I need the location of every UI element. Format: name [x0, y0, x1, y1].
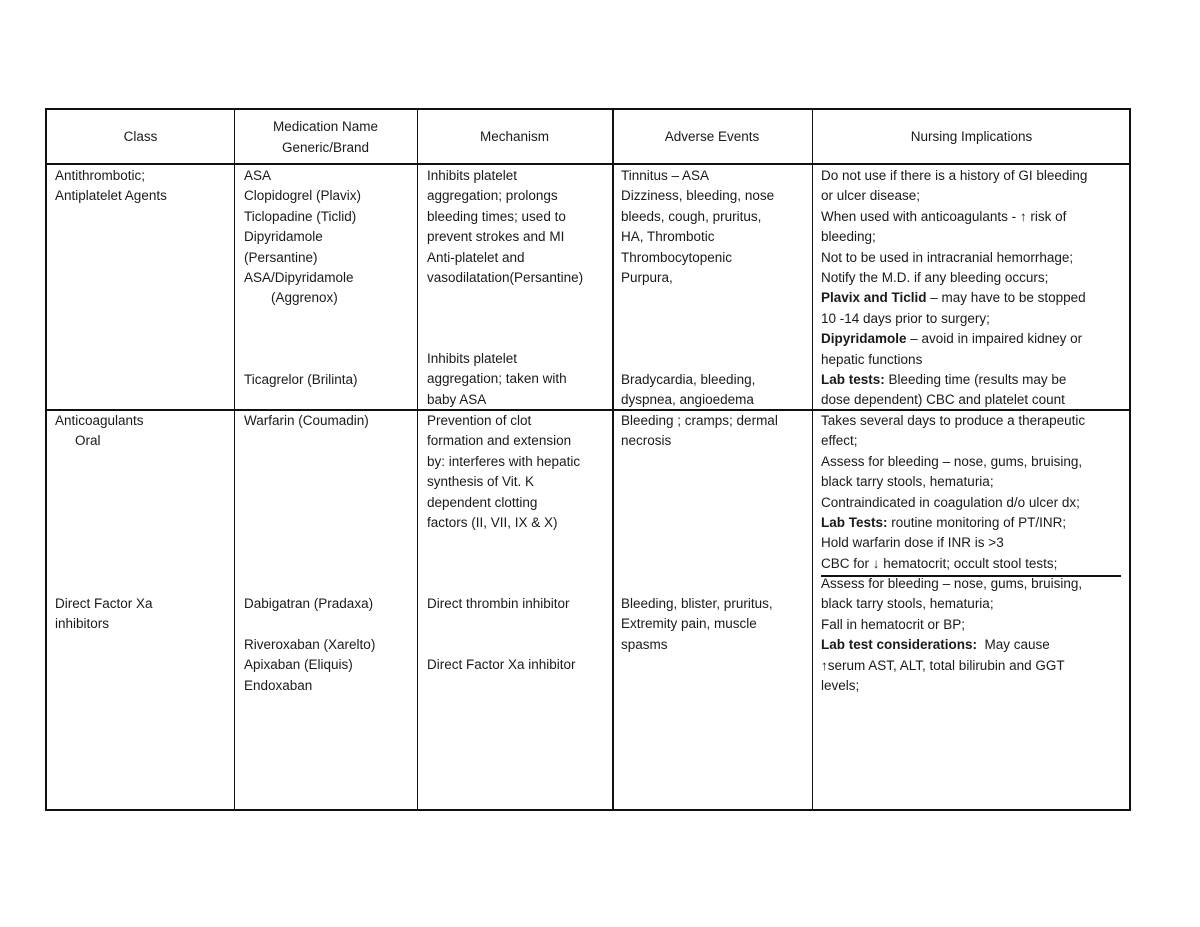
header-divider — [47, 163, 1129, 165]
antiplatelet-adverse-cell: Tinnitus – ASA Dizziness, bleeding, nose bleeds, cough, pruritus, HA, Thrombotic Thrombocytopenic Purpura, — [621, 168, 775, 285]
header-mechanism: Mechanism — [479, 129, 550, 144]
factor-xa-nursing-cell: Assess for bleeding – nose, gums, bruising, black tarry stools, hematuria; Fall in hematocrit or BP; Lab test considerations: May cause ↑serum AST, ALT, total bilirubin and GGT levels; — [821, 576, 1083, 693]
factor-xa-mechanism-cell: Direct thrombin inhibitor Direct Factor Xa inhibitor — [427, 596, 576, 673]
ticagrelor-med-cell: Ticagrelor (Brilinta) — [244, 372, 358, 387]
factor-xa-class-cell: Direct Factor Xa inhibitors — [55, 596, 153, 632]
antiplatelet-meds-cell: ASA Clopidogrel (Plavix) Ticlopadine (Ticlid) Dipyridamole (Persantine) ASA/Dipyridamole (Aggrenox) — [244, 168, 362, 306]
warfarin-mechanism-cell: Prevention of clot formation and extension by: interferes with hepatic synthesis of Vit. K dependent clotting factors (II, VII, IX & X) — [427, 413, 581, 530]
medication-table — [45, 108, 1131, 811]
factor-xa-meds-cell: Dabigatran (Pradaxa) Riveroxaban (Xarelto) Apixaban (Eliquis) Endoxaban — [244, 596, 376, 693]
warfarin-med-cell: Warfarin (Coumadin) — [244, 413, 369, 428]
warfarin-adverse-cell: Bleeding ; cramps; dermal necrosis — [621, 413, 778, 449]
anticoagulants-class-cell: Anticoagulants Oral — [55, 413, 144, 449]
column-divider — [417, 110, 418, 809]
column-divider — [812, 110, 813, 809]
column-divider — [612, 110, 614, 809]
header-nursing-implications: Nursing Implications — [910, 129, 1033, 144]
header-medication: Medication Name Generic/Brand — [272, 118, 379, 155]
antiplatelet-class-cell: Antithrombotic; Antiplatelet Agents — [55, 168, 167, 204]
header-adverse-events: Adverse Events — [664, 129, 760, 144]
column-divider — [234, 110, 235, 809]
header-class: Class — [123, 129, 158, 144]
antiplatelet-nursing-cell: Do not use if there is a history of GI bleeding or ulcer disease; When used with anticoagulants - ↑ risk of bleeding; Not to be used in intracranial hemorrhage; Notify the M.D. if any bleeding occurs; Plavix and Ticlid – may have to be stopped 10 -14 days prior to surgery; Dipyridamole – avoid in impaired kidney or hepatic functions Lab tests: Bleeding time (results may be dose dependent) CBC and platelet count — [821, 168, 1088, 408]
factor-xa-adverse-cell: Bleeding, blister, pruritus, Extremity pain, muscle spasms — [621, 596, 773, 652]
ticagrelor-adverse-cell: Bradycardia, bleeding, dyspnea, angioedema — [621, 372, 756, 408]
warfarin-nursing-cell: Takes several days to produce a therapeutic effect; Assess for bleeding – nose, gums, bruising, black tarry stools, hematuria; Contraindicated in coagulation d/o ulcer dx; Lab Tests: routine monitoring of PT/INR; Hold warfarin dose if INR is >3 CBC for ↓ hematocrit; occult stool tests; — [821, 411, 1085, 574]
antiplatelet-mechanism-cell: Inhibits platelet aggregation; prolongs bleeding times; used to prevent strokes and MI Anti-platelet and vasodilatation(Persantine) — [427, 168, 584, 285]
ticagrelor-mechanism-cell: Inhibits platelet aggregation; taken with baby ASA — [427, 351, 567, 407]
